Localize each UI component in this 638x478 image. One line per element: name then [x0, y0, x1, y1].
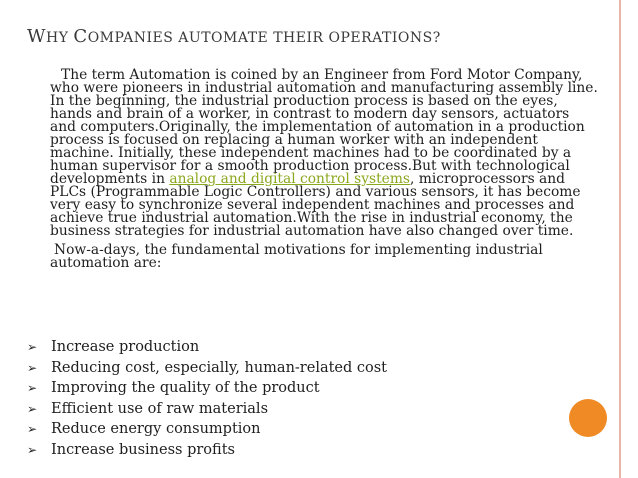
arrow-bullet-icon: ➢: [27, 442, 38, 457]
list-item: ➢ Improving the quality of the product: [27, 378, 587, 399]
list-item: ➢ Reducing cost, especially, human-related cost: [27, 358, 587, 379]
paragraph-motivations: Now-a-days, the fundamental motivations for implementing industrial automation are:: [50, 242, 543, 271]
list-item: ➢ Efficient use of raw materials: [27, 399, 587, 420]
list-item: ➢ Increase business profits: [27, 440, 587, 461]
arrow-bullet-icon: ➢: [27, 422, 38, 437]
paragraph-automation-history: The term Automation is coined by an Engineer from Ford Motor Company, who were pioneers in industrial automation and manufacturing assembly line. In the beginning, the industrial production process is based on the eyes, hands and brain of a worker, in contrast to modern day sensors, actuators and computers.Originally, the implementation of automation in a production process is focused on replacing a human worker with an independent machine. Initially, these independent machines had to be coordinated by a human supervisor for a smooth production process.But with technological developments in analog and digital control systems, microprocessors and PLCs (Programmable Logic Controllers) and various sensors, it has become very easy to synchronize several independent machines and processes and achieve true industrial automation.With the rise in industrial economy, the business strategies for industrial automation have also changed over time.: [50, 67, 598, 239]
slide-border-line: [619, 0, 621, 478]
body-text: [50, 69, 598, 270]
list-item: ➢ Reduce energy consumption: [27, 419, 587, 440]
slide-title: WHY COMPANIES AUTOMATE THEIR OPERATIONS?: [27, 26, 441, 47]
motivation-list: [27, 337, 587, 461]
arrow-bullet-icon: ➢: [27, 381, 38, 396]
arrow-bullet-icon: ➢: [27, 360, 38, 375]
arrow-bullet-icon: ➢: [27, 340, 38, 354]
control-systems-link[interactable]: analog and digital control systems: [169, 171, 410, 187]
arrow-bullet-icon: ➢: [27, 401, 38, 416]
list-item: ➢ Increase production: [27, 337, 587, 358]
